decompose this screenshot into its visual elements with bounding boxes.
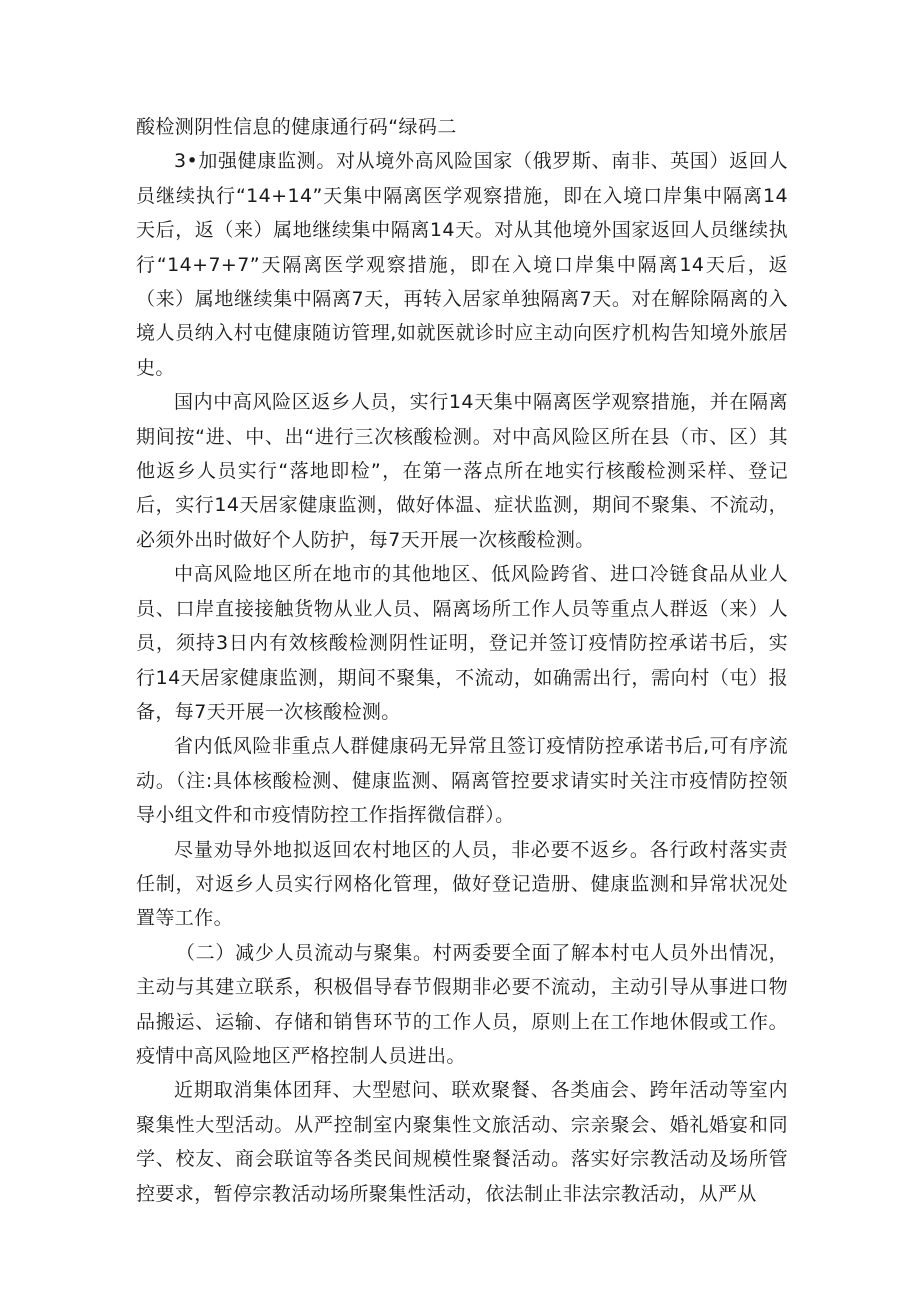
paragraph-domestic-risk-returnees: 国内中高风险区返乡人员，实行14天集中隔离医学观察措施，并在隔离期间按“进、中、出“进行三次核酸检测。对中高风险区所在县（市、区）其他返乡人员实行“落地即检”，在第一落点所在地实行核酸检测采样、登记后，实行14天居家健康监测，做好体温、症状监测，期间不聚集、不流动，必须外出时做好个人防护，每7天开展一次核酸检测。 [136,391,788,551]
paragraph-continuation: 酸检测阴性信息的健康通行码“绿码二 [136,116,457,138]
paragraph-cancel-gatherings: 近期取消集体团拜、大型慰问、联欢聚餐、各类庙会、跨年活动等室内聚集性大型活动。从严控制室内聚集性文旅活动、宗亲聚会、婚礼婚宴和同学、校友、商会联谊等各类民间规模性聚餐活动。落实好宗教活动及场所管控要求，暂停宗教活动场所聚集性活动，依法制止非法宗教活动，从严从 [136,1079,788,1205]
paragraph-low-risk-provincial: 省内低风险非重点人群健康码无异常且签订疫情防控承诺书后,可有序流动。（注:具体核酸检测、健康监测、隔离管控要求请实时关注市疫情防控领导小组文件和市疫情防控工作指挥微信群）。 [136,735,788,827]
paragraph-health-monitoring: 3•加强健康监测。对从境外高风险国家（俄罗斯、南非、英国）返回人员继续执行“14+14”天集中隔离医学观察措施，即在入境口岸集中隔离14天后，返（来）属地继续集中隔离14天。对从其他境外国家返回人员继续执行“14+7+7”天隔离医学观察措施，即在入境口岸集中隔离14天后，返（来）属地继续集中隔离7天，再转入居家单独隔离7天。对在解除隔离的入境人员纳入村屯健康随访管理,如就医就诊时应主动向医疗机构告知境外旅居史。 [136,150,788,379]
paragraph-reduce-movement: （二）减少人员流动与聚集。村两委要全面了解本村屯人员外出情况，主动与其建立联系，积极倡导春节假期非必要不流动，主动引导从事进口物品搬运、运输、存储和销售环节的工作人员，原则上在工作地休假或工作。疫情中高风险地区严格控制人员进出。 [136,941,788,1067]
document-body [136,110,788,1211]
paragraph-discourage-return: 尽量劝导外地拟返回农村地区的人员，非必要不返乡。各行政村落实责任制，对返乡人员实行网格化管理，做好登记造册、健康监测和异常状况处置等工作。 [136,838,788,930]
paragraph-key-groups: 中高风险地区所在地市的其他地区、低风险跨省、进口冷链食品从业人员、口岸直接接触货物从业人员、隔离场所工作人员等重点人群返（来）人员，须持3日内有效核酸检测阴性证明，登记并签订疫情防控承诺书后，实行14天居家健康监测，期间不聚集，不流动，如确需出行，需向村（屯）报备，每7天开展一次核酸检测。 [136,563,788,723]
